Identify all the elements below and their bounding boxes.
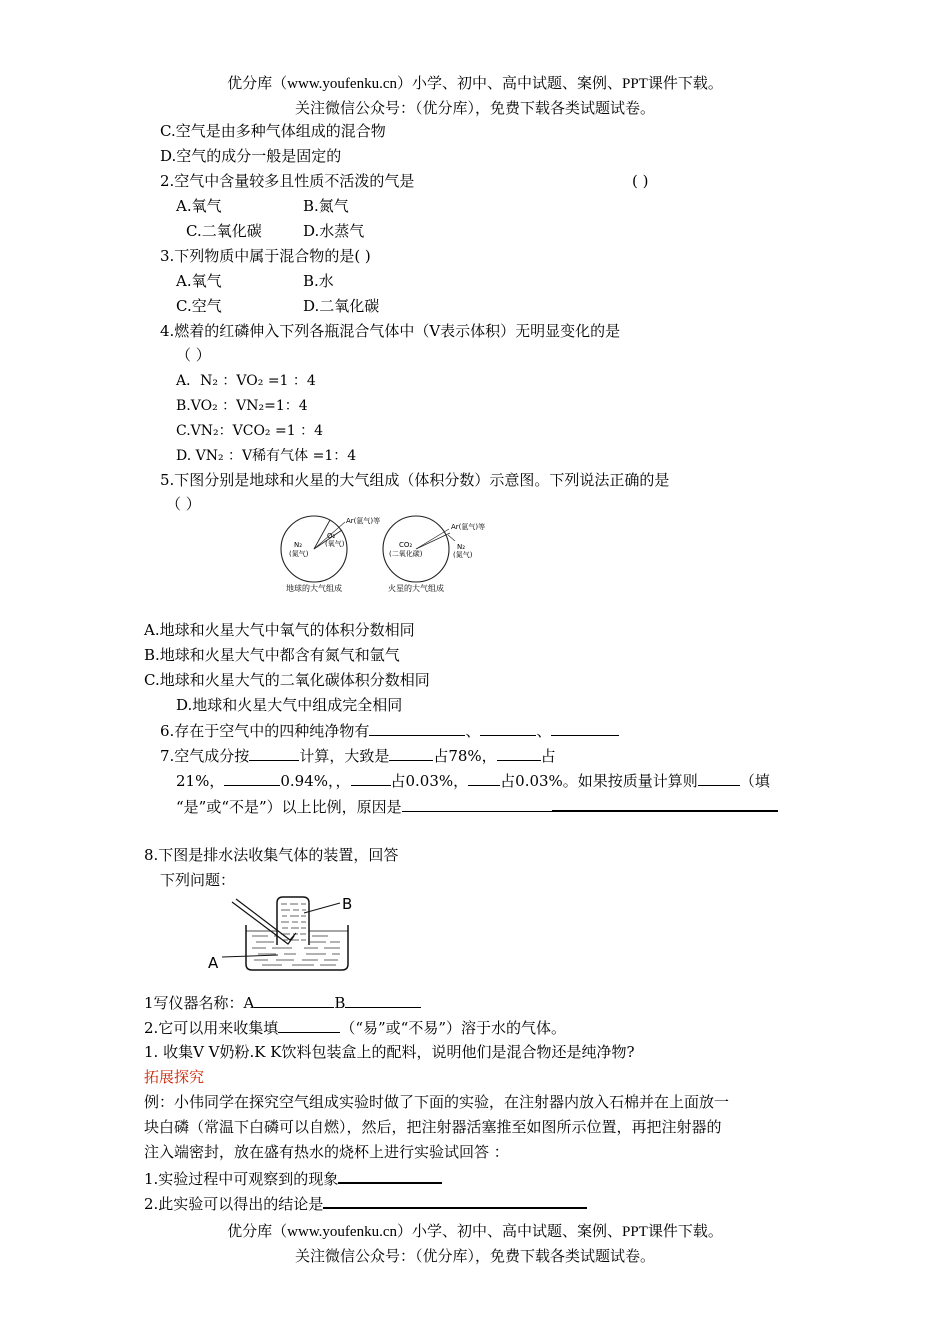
extension-title: 拓展探究 (144, 1068, 205, 1086)
q4-stem: 4.燃着的红磷伸入下列各瓶混合气体中（V表示体积）无明显变化的是 (160, 322, 621, 340)
label-a-leader (222, 955, 278, 957)
extension-q2-text: 2.此实验可以得出的结论是 (144, 1195, 324, 1213)
earth-n2-cn-label: (氮气) (289, 550, 309, 558)
earth-caption: 地球的大气组成 (286, 584, 342, 593)
mars-caption: 火星的大气组成 (388, 584, 444, 593)
earth-ar-label: Ar(氩气)等 (346, 517, 381, 525)
q7-text-i: （填 (739, 772, 770, 790)
q7-blank-nitrogen[interactable] (389, 745, 433, 761)
label-a: A (208, 954, 219, 972)
extension-q1 (144, 1167, 442, 1189)
q5-option-d: D.地球和火星大气中组成完全相同 (176, 696, 403, 714)
q6-separator-2: 、 (536, 722, 552, 740)
mars-pie-divider-2 (416, 533, 450, 549)
q1-option-c: C.空气是由多种气体组成的混合物 (160, 122, 386, 140)
q7-text-g: 占0.03%， (390, 772, 469, 790)
q8-blank-b[interactable] (345, 992, 421, 1008)
q2-answer-paren: ( ) (632, 172, 649, 190)
extension-para-1: 例：小伟同学在探究空气组成实验时做了下面的实验，在注射器内放入石棉并在上面放一 (144, 1093, 730, 1111)
extension-q2-blank[interactable] (323, 1192, 587, 1209)
q3-option-b: B.水 (303, 272, 334, 290)
q7-blank-noble-gas[interactable] (224, 770, 280, 786)
q7-text-d: 占 (540, 747, 556, 765)
mars-n2-cn-label: (氮气) (453, 551, 473, 559)
q8-sub1-text-a: 1写仪器名称：A (144, 994, 255, 1012)
label-b: B (342, 895, 353, 913)
mars-co2-label: CO₂ (399, 541, 413, 549)
q4-option-b: B.VO₂ ：VN₂=1：4 (176, 398, 308, 414)
q8-sub2 (144, 1017, 566, 1038)
q7-text-c: 占78%， (433, 747, 497, 765)
q2-option-b: B.氮气 (303, 197, 349, 215)
q7-blank-oxygen[interactable] (497, 745, 541, 761)
q6-blank-2[interactable] (480, 720, 536, 736)
page-header-line2: 关注微信公众号：（优分库），免费下载各类试题试卷。 (294, 101, 655, 117)
extension-q2 (144, 1192, 587, 1214)
earth-o2-cn-label: (氧气) (325, 540, 345, 548)
q8-blank-solubility[interactable] (278, 1017, 340, 1033)
q2-option-d: D.水蒸气 (303, 222, 365, 240)
q5-answer-paren: （ ） (166, 495, 201, 513)
q7-blank-reason-2[interactable] (552, 795, 778, 812)
q7-blank-reason-1[interactable] (402, 796, 552, 812)
q8-sub2-text-b: （“易”或“不易”）溶于水的气体。 (340, 1019, 566, 1037)
q3-stem: 3.下列物质中属于混合物的是( ) (160, 247, 371, 265)
q8-stem-2: 下列问题： (160, 871, 236, 889)
q5-option-c: C.地球和火星大气的二氧化碳体积分数相同 (144, 671, 430, 689)
q3-option-c: C.空气 (176, 297, 222, 315)
q2-option-c: C.二氧化碳 (186, 222, 262, 240)
mars-n2-leader (448, 535, 455, 541)
q6-separator-1: 、 (465, 722, 481, 740)
q8-stem: 8.下图是排水法收集气体的装置，回答 (144, 846, 399, 864)
q7-text-j: “是”或“不是”）以上比例，原因是 (176, 798, 402, 816)
q7-text-a: 7.空气成分按 (160, 747, 250, 765)
q7-text-f: 0.94%，， (280, 772, 351, 790)
water-displacement-apparatus (200, 890, 370, 974)
q7-text-b: 计算，大致是 (299, 747, 390, 765)
earth-o2-label: O₂ (327, 532, 336, 540)
extension-para-2: 块白磷（常温下白磷可以自燃），然后，把注射器活塞推至如图所示位置，再把注射器的 (144, 1118, 722, 1136)
q8-sub3: 1. 收集V V奶粉.K K饮料包装盒上的配料，说明他们是混合物还是纯净物? (144, 1043, 635, 1061)
q3-option-a: A.氧气 (176, 272, 222, 290)
q7-line-1 (160, 745, 556, 766)
q3-option-d: D.二氧化碳 (303, 297, 380, 315)
q5-stem: 5.下图分别是地球和火星的大气组成（体积分数）示意图。下列说法正确的是 (160, 471, 670, 489)
extension-q1-blank[interactable] (338, 1167, 442, 1184)
q7-line-3 (176, 795, 778, 817)
q1-option-d: D.空气的成分一般是固定的 (160, 147, 342, 165)
extension-q1-text: 1.实验过程中可观察到的现象 (144, 1170, 339, 1188)
mars-ar-label: Ar(氩气)等 (451, 523, 486, 531)
q7-blank-mass[interactable] (698, 770, 740, 786)
earth-n2-label: N₂ (294, 541, 303, 549)
q8-sub1 (144, 992, 421, 1013)
q4-answer-paren: （ ） (176, 346, 211, 364)
q8-sub1-text-b: B (334, 994, 346, 1012)
q6-stem: 6.存在于空气中的四种纯净物有 (160, 722, 370, 740)
page-footer-line1: 优分库（www.youfenku.cn）小学、初中、高中试题、案例、PPT课件下载。 (227, 1224, 723, 1240)
q2-stem: 2.空气中含量较多且性质不活泼的气是 (160, 172, 415, 190)
q5-option-b: B.地球和火星大气中都含有氮气和氩气 (144, 646, 400, 664)
q7-text-h: 占0.03%。如果按质量计算则 (500, 772, 698, 790)
q6-blank-3[interactable] (551, 720, 619, 736)
mars-pie-divider-1 (416, 529, 449, 549)
q4-option-a: A．N₂ ：VO₂ =1 ：4 (176, 373, 316, 389)
q6-line (160, 720, 619, 741)
q7-line-2 (176, 770, 770, 791)
page-header-line1: 优分库（www.youfenku.cn）小学、初中、高中试题、案例、PPT课件下载。 (227, 76, 723, 92)
q7-blank-co2[interactable] (351, 770, 391, 786)
extension-para-3: 注入端密封，放在盛有热水的烧杯上进行实验试回答 ： (144, 1143, 509, 1161)
q6-blank-1[interactable] (369, 720, 465, 736)
q2-option-a: A.氧气 (176, 197, 222, 215)
q5-option-a: A.地球和火星大气中氧气的体积分数相同 (144, 621, 415, 639)
atmosphere-composition-figure (270, 505, 510, 597)
q8-blank-a[interactable] (254, 992, 334, 1008)
q8-sub2-text-a: 2.它可以用来收集填 (144, 1019, 279, 1037)
mars-co2-cn-label: (二氧化碳) (389, 550, 423, 558)
q7-text-e: 21%， (176, 772, 225, 790)
q4-option-c: C.VN₂：VCO₂ =1 ：4 (176, 423, 323, 439)
q7-blank-basis[interactable] (249, 745, 299, 761)
mars-n2-label: N₂ (457, 543, 466, 551)
q4-option-d: D. VN₂ ：V稀有气体 =1：4 (176, 448, 357, 464)
q7-blank-other[interactable] (468, 770, 500, 786)
page-footer-line2: 关注微信公众号：（优分库），免费下载各类试题试卷。 (294, 1249, 655, 1265)
